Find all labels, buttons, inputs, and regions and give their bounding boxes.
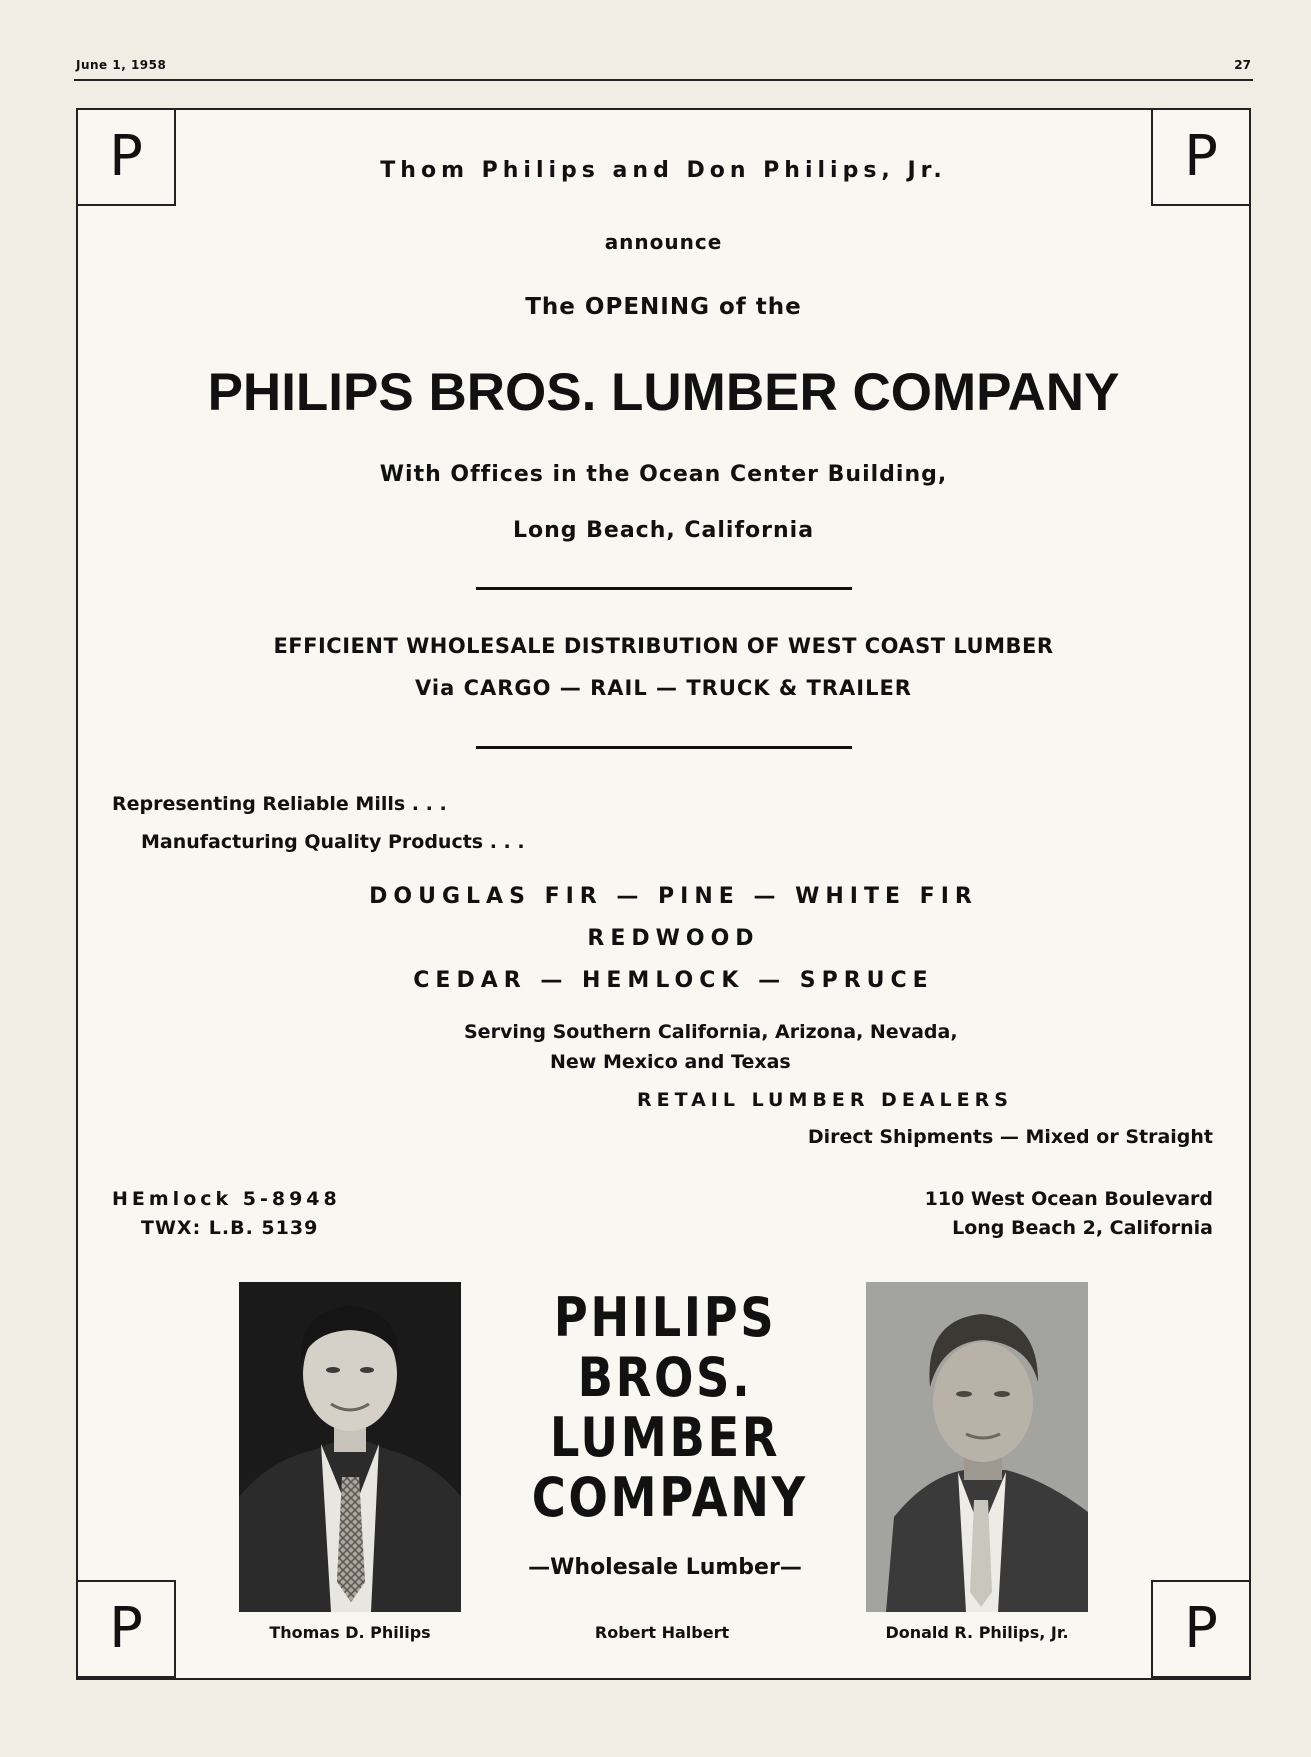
divider-rule xyxy=(476,746,852,749)
twx-number: TWX: L.B. 5139 xyxy=(141,1217,319,1239)
serving-line-2: New Mexico and Texas xyxy=(550,1051,791,1073)
logo-line-4: COMPANY xyxy=(531,1466,808,1529)
portrait-photo-donald xyxy=(866,1282,1088,1612)
serving-line-1: Serving Southern California, Arizona, Nevada, xyxy=(464,1021,958,1043)
portrait-photo-thomas xyxy=(239,1282,461,1612)
logo-line-2: BROS. xyxy=(577,1346,753,1409)
representing-line-1: Representing Reliable Mills . . . xyxy=(112,793,447,815)
corner-p-mark-bottom-right: P xyxy=(1151,1580,1251,1678)
company-logo xyxy=(510,1288,820,1528)
caption-right: Donald R. Philips, Jr. xyxy=(885,1623,1069,1642)
presenters-line: Thom Philips and Don Philips, Jr. xyxy=(380,158,947,183)
wood-species-line-1: DOUGLAS FIR — PINE — WHITE FIR xyxy=(369,884,978,909)
service-line-1: EFFICIENT WHOLESALE DISTRIBUTION OF WEST COAST LUMBER xyxy=(273,634,1054,658)
retail-dealers-line: RETAIL LUMBER DEALERS xyxy=(637,1089,1013,1111)
logo-line-1: PHILIPS xyxy=(553,1286,777,1349)
divider-rule xyxy=(476,587,852,590)
caption-left: Thomas D. Philips xyxy=(269,1623,431,1642)
announce-line: announce xyxy=(604,230,723,254)
issue-date: June 1, 1958 xyxy=(76,58,167,72)
header-rule xyxy=(74,79,1253,81)
opening-line: The OPENING of the xyxy=(525,294,802,320)
page-number: 27 xyxy=(1234,58,1251,72)
logo-tagline: —Wholesale Lumber— xyxy=(528,1555,802,1580)
logo-line-3: LUMBER xyxy=(549,1406,781,1469)
address-line-2: Long Beach 2, California xyxy=(952,1217,1213,1239)
wood-species-line-2: REDWOOD xyxy=(587,926,760,951)
corner-p-mark-bottom-left: P xyxy=(76,1580,176,1678)
corner-p-mark-top-left: P xyxy=(76,108,176,206)
portrait-illustration xyxy=(239,1282,461,1612)
wood-species-line-3: CEDAR — HEMLOCK — SPRUCE xyxy=(413,968,934,993)
company-headline: PHILIPS BROS. LUMBER COMPANY xyxy=(207,363,1120,422)
offices-line-2: Long Beach, California xyxy=(512,518,815,543)
phone-number: HEmlock 5-8948 xyxy=(112,1188,341,1210)
address-line-1: 110 West Ocean Boulevard xyxy=(924,1188,1213,1210)
shipments-line: Direct Shipments — Mixed or Straight xyxy=(807,1126,1213,1148)
offices-line-1: With Offices in the Ocean Center Building, xyxy=(379,462,948,487)
portrait-illustration xyxy=(866,1282,1088,1612)
caption-center: Robert Halbert xyxy=(594,1623,730,1642)
representing-line-2: Manufacturing Quality Products . . . xyxy=(141,831,525,853)
corner-p-mark-top-right: P xyxy=(1151,108,1251,206)
service-line-2: Via CARGO — RAIL — TRUCK & TRAILER xyxy=(415,676,912,700)
